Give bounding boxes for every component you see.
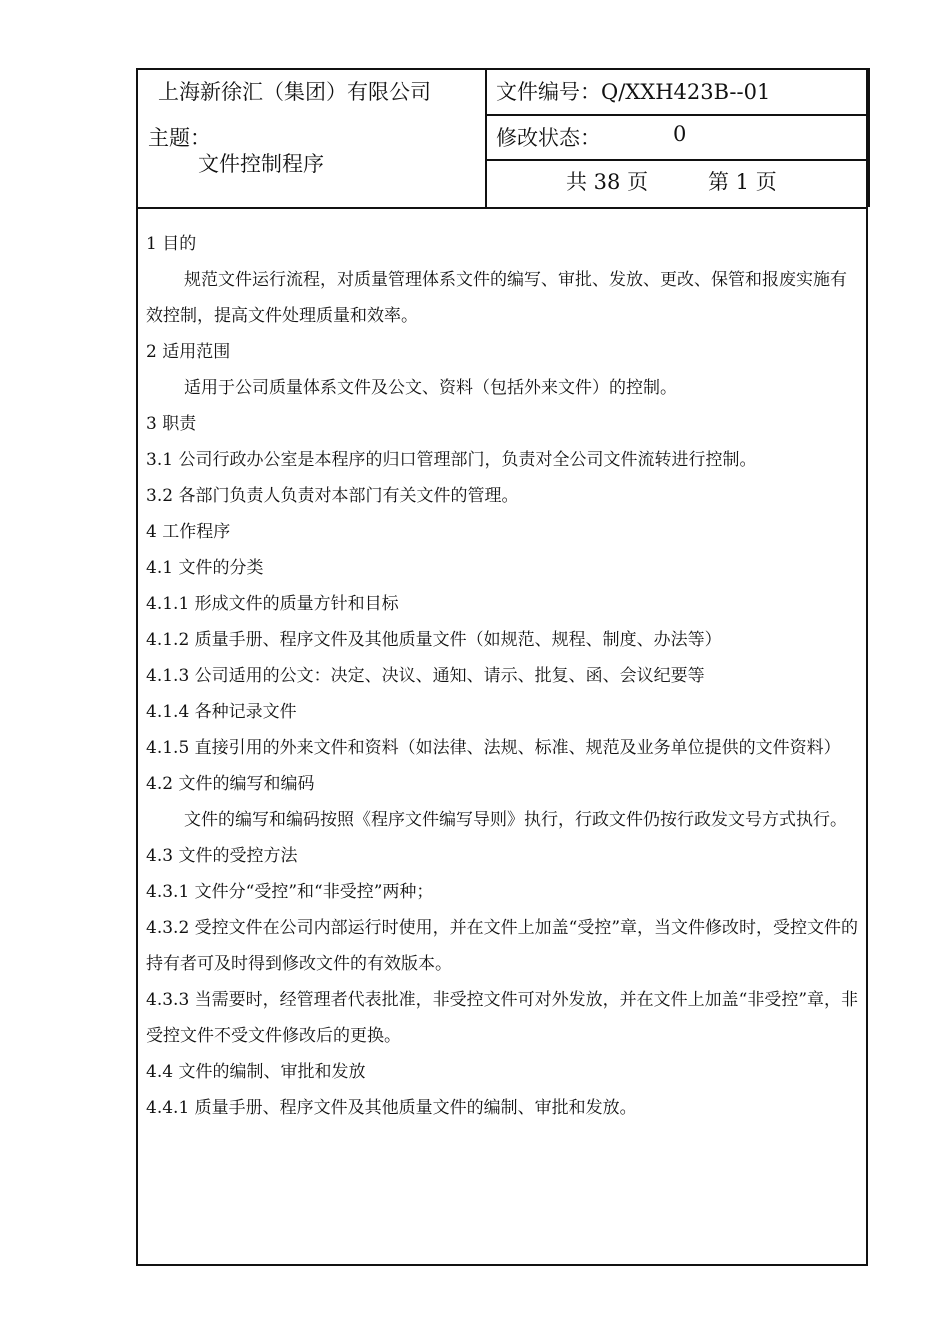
section-heading: 2 适用范围 <box>146 342 231 362</box>
subsection-heading: 4.2 文件的编写和编码 <box>146 774 315 794</box>
paragraph: 3.2 各部门负责人负责对本部门有关文件的管理。 <box>146 486 519 506</box>
document-number: 文件编号：Q/XXH423B--01 <box>496 80 771 104</box>
paragraph: 适用于公司质量体系文件及公文、资料（包括外来文件）的控制。 <box>184 378 677 398</box>
header-row-divider-1 <box>487 114 870 116</box>
page-current: 第 1 页 <box>708 170 777 194</box>
paragraph: 文件的编写和编码按照《程序文件编写导则》执行，行政文件仍按行政发文号方式执行。 <box>184 810 847 830</box>
paragraph: 规范文件运行流程，对质量管理体系文件的编写、审批、发放、更改、保管和报废实施有效控制，提高文件处理质量和效率。 <box>146 270 847 326</box>
subsection-heading: 4.4 文件的编制、审批和发放 <box>146 1062 366 1082</box>
pages-total: 共 38 页 <box>566 170 649 194</box>
document-frame <box>136 68 868 1266</box>
section-heading: 4 工作程序 <box>146 522 231 542</box>
subject-title: 文件控制程序 <box>198 152 324 176</box>
revision-label: 修改状态： <box>496 126 601 150</box>
header-column-divider <box>485 70 487 207</box>
company-name: 上海新徐汇（集团）有限公司 <box>158 80 431 104</box>
header-row-divider-2 <box>487 159 870 161</box>
paragraph: 4.1.5 直接引用的外来文件和资料（如法律、法规、标准、规范及业务单位提供的文件资料） <box>146 738 841 758</box>
paragraph: 4.3.2 受控文件在公司内部运行时使用，并在文件上加盖“受控”章，当文件修改时，受控文件的持有者可及时得到修改文件的有效版本。 <box>146 918 859 974</box>
paragraph: 4.1.4 各种记录文件 <box>146 702 297 722</box>
header-right-border <box>867 68 870 207</box>
document-body <box>146 226 862 1126</box>
paragraph: 4.1.1 形成文件的质量方针和目标 <box>146 594 399 614</box>
document-header-table <box>138 70 866 209</box>
subject-label: 主题： <box>148 126 211 150</box>
paragraph: 3.1 公司行政办公室是本程序的归口管理部门，负责对全公司文件流转进行控制。 <box>146 450 757 470</box>
paragraph: 4.1.3 公司适用的公文：决定、决议、通知、请示、批复、函、会议纪要等 <box>146 666 705 686</box>
paragraph: 4.3.3 当需要时，经管理者代表批准，非受控文件可对外发放，并在文件上加盖“非受控”章，非受控文件不受文件修改后的更换。 <box>146 990 859 1046</box>
section-heading: 3 职责 <box>146 414 197 434</box>
paragraph: 4.1.2 质量手册、程序文件及其他质量文件（如规范、规程、制度、办法等） <box>146 630 722 650</box>
section-heading: 1 目的 <box>146 234 197 254</box>
subsection-heading: 4.3 文件的受控方法 <box>146 846 298 866</box>
paragraph: 4.4.1 质量手册、程序文件及其他质量文件的编制、审批和发放。 <box>146 1098 637 1118</box>
subsection-heading: 4.1 文件的分类 <box>146 558 264 578</box>
paragraph: 4.3.1 文件分“受控”和“非受控”两种； <box>146 882 434 902</box>
revision-value: 0 <box>673 122 687 146</box>
